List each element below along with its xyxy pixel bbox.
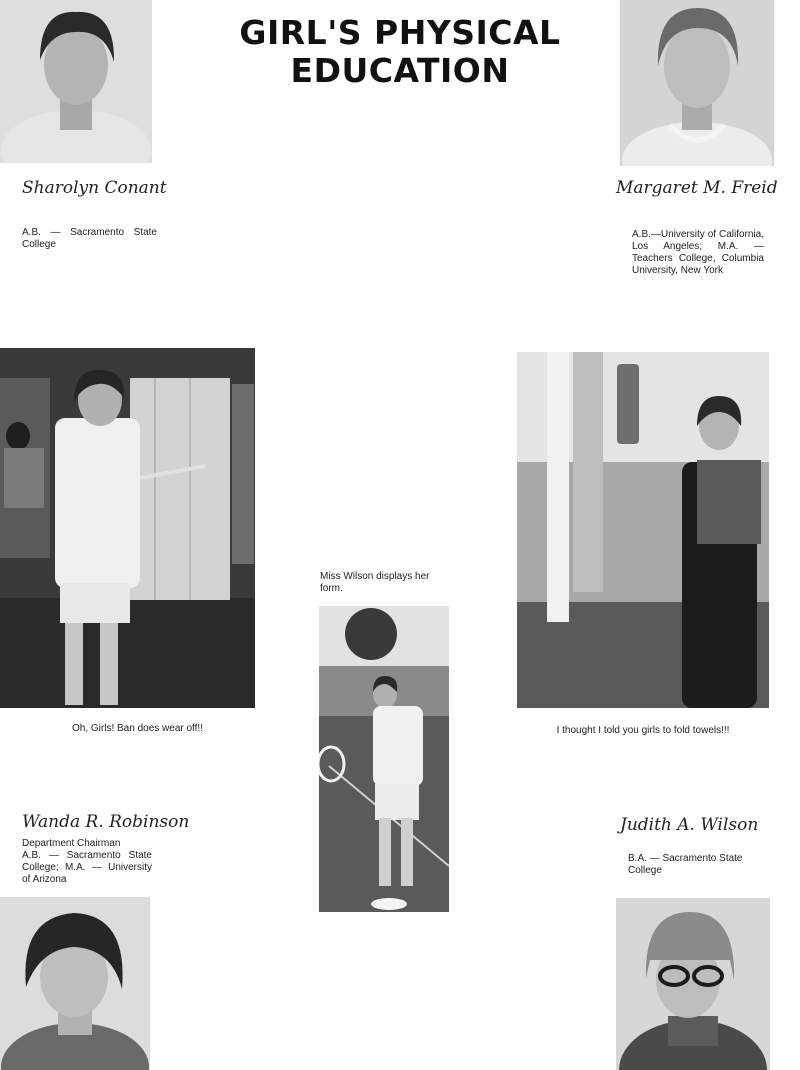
caption-tennis: Miss Wilson displays her form. — [320, 571, 430, 594]
caption-towels: I thought I told you girls to fold towels!!! — [556, 725, 730, 736]
signature-conant: Sharolyn Conant — [22, 178, 167, 198]
signature-freid: Margaret M. Freid — [616, 178, 778, 198]
portrait-wilson — [616, 898, 770, 1070]
degrees-wilson: B.A. — Sacramento State College — [628, 853, 743, 876]
photo-locker-room — [0, 348, 255, 708]
signature-wilson: Judith A. Wilson — [620, 815, 759, 835]
portrait-conant — [0, 0, 152, 163]
role-robinson: Department Chairman — [22, 838, 121, 849]
photo-towels — [517, 352, 769, 708]
degrees-robinson: A.B. — Sacramento State College; M.A. — University of Arizona — [22, 850, 152, 885]
portrait-freid — [620, 0, 774, 166]
title-line-1: GIRL'S PHYSICAL — [239, 13, 561, 52]
degrees-conant: A.B. — Sacramento State College — [22, 227, 157, 250]
photo-tennis — [319, 606, 449, 912]
signature-robinson: Wanda R. Robinson — [22, 812, 190, 832]
page-title — [200, 14, 600, 90]
title-line-2: EDUCATION — [290, 51, 510, 90]
portrait-robinson — [0, 897, 150, 1070]
degrees-freid: A.B.—University of California, Los Angeles; M.A. —Teachers College, Columbia University, New York — [632, 229, 764, 276]
caption-locker-room: Oh, Girls! Ban does wear off!! — [72, 723, 203, 734]
